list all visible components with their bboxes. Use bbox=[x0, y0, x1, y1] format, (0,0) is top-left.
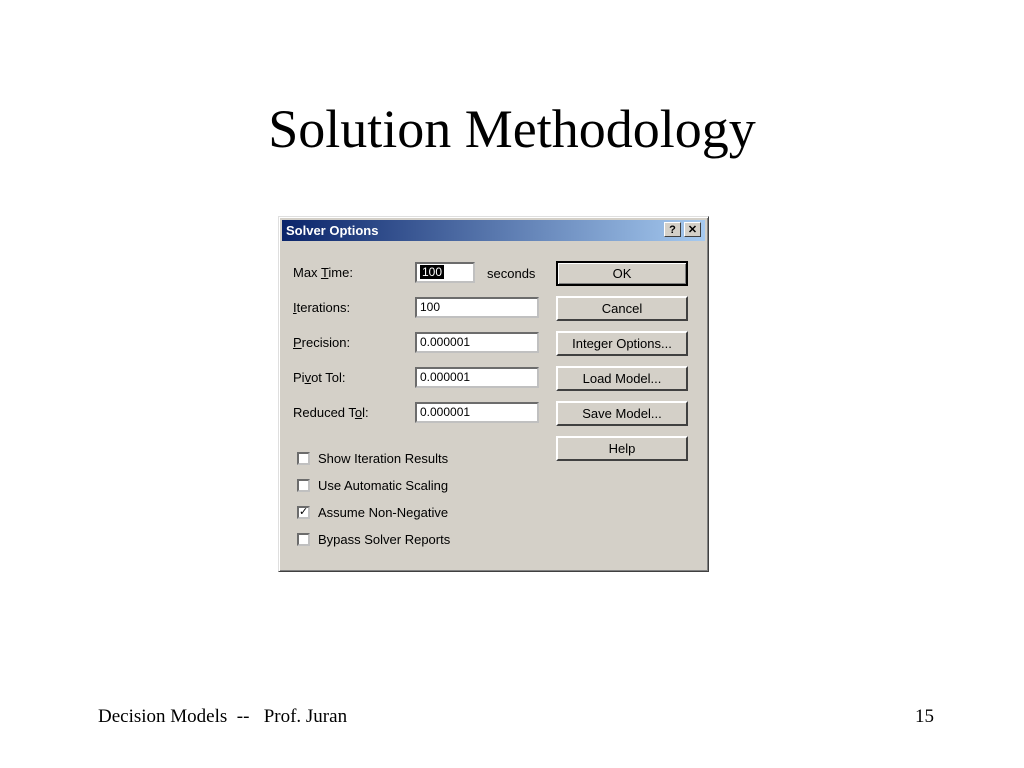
dialog-title: Solver Options bbox=[286, 223, 379, 238]
checkbox-label: Use Automatic Scaling bbox=[318, 478, 449, 493]
checkbox-show-iteration-results[interactable] bbox=[297, 452, 310, 465]
cancel-button[interactable]: Cancel bbox=[556, 296, 688, 321]
reduced-tol-label: Reduced Tol: bbox=[293, 405, 369, 420]
iterations-label: Iterations: bbox=[293, 300, 351, 315]
checkbox-assume-non-negative[interactable] bbox=[297, 506, 310, 519]
close-icon[interactable]: ✕ bbox=[684, 222, 701, 237]
check-mark-icon: ✓ bbox=[299, 506, 309, 518]
slide-title: Solution Methodology bbox=[268, 99, 756, 159]
solver-options-dialog bbox=[278, 216, 709, 572]
precision-label: Precision: bbox=[293, 335, 351, 350]
save-model-button[interactable]: Save Model... bbox=[556, 401, 688, 426]
load-model-button[interactable]: Load Model... bbox=[556, 366, 688, 391]
integer-options-button[interactable]: Integer Options... bbox=[556, 331, 688, 356]
checkbox-label: Assume Non-Negative bbox=[318, 505, 449, 520]
checkbox-label: Show Iteration Results bbox=[318, 451, 449, 466]
ok-button[interactable]: OK bbox=[556, 261, 688, 286]
dialog-titlebar bbox=[282, 220, 705, 241]
precision-input[interactable]: 0.000001 bbox=[415, 332, 539, 353]
help-icon[interactable]: ? bbox=[664, 222, 681, 237]
max-time-input[interactable] bbox=[415, 262, 475, 283]
max-time-unit: seconds bbox=[487, 266, 536, 281]
max-time-value: 100 bbox=[422, 265, 443, 279]
max-time-label: Max Time: bbox=[293, 265, 353, 280]
checkbox-use-automatic-scaling[interactable] bbox=[297, 479, 310, 492]
checkbox-label: Bypass Solver Reports bbox=[318, 532, 451, 547]
page-number: 15 bbox=[915, 706, 934, 727]
help-button[interactable]: Help bbox=[556, 436, 688, 461]
footer-course: Decision Models -- Prof. Juran bbox=[98, 706, 348, 727]
pivot-tol-input[interactable]: 0.000001 bbox=[415, 367, 539, 388]
pivot-tol-label: Pivot Tol: bbox=[293, 370, 346, 385]
iterations-input[interactable]: 100 bbox=[415, 297, 539, 318]
checkbox-bypass-solver-reports[interactable] bbox=[297, 533, 310, 546]
reduced-tol-input[interactable]: 0.000001 bbox=[415, 402, 539, 423]
